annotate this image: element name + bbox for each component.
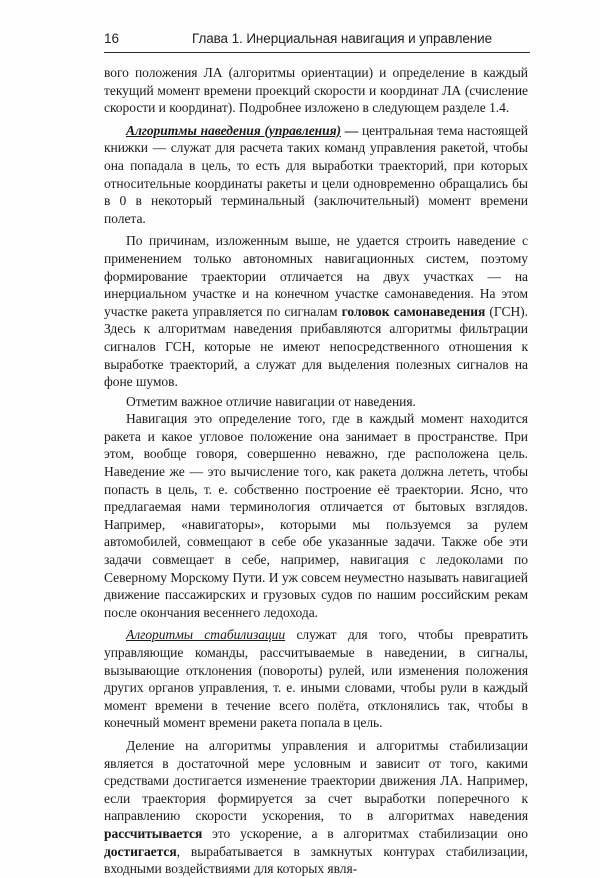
- paragraph: [104, 626, 528, 732]
- body-text: [104, 64, 528, 878]
- emphasis-word: достигается: [104, 843, 177, 859]
- paragraph-text: вого положения ЛА (алгоритмы ориентации) и определение в каждый текущий момент времени проекций скорости и координат ЛА (счисление скорости и координат). Подробнее изложено в следующем разделе 1.4.: [104, 65, 528, 116]
- paragraph-text: Отметим важное отличие навигации от наведения.: [126, 393, 416, 409]
- paragraph: [104, 64, 528, 117]
- paragraph-text: центральная тема настоящей книжки — служат для расчета таких команд управления ракетой, чтобы она попадала в цель, то есть для выработки траекторий, при которых относительные координаты ракеты и цели одновременно обращались бы в 0 в некоторый терминальный (заключительный) момент времени полета.: [104, 122, 528, 226]
- page-header: [104, 30, 528, 48]
- paragraph-text: По причинам, изложенным выше, не удается строить наведение с применением только автономных навигационных систем, поэтому формирование траектории отличается на двух участках — на инерциальном участке и на конечном участке самонаведения. На этом участке ракета управляется по сигналам: [104, 233, 528, 319]
- header-rule: [104, 52, 530, 53]
- term-homing-heads: головок самонаведения: [341, 303, 486, 319]
- page-number: 16: [104, 31, 120, 46]
- paragraph: [104, 232, 528, 390]
- paragraph: [104, 737, 528, 878]
- paragraph-text: служат для того, чтобы превратить управляющие команды, рассчитываемые в наведении, в сигналы, вызывающие отклонения (повороты) рулей, или изменения положения других органов управления, т. е. иными словами, чтобы рули в каждый момент времени в течение всего полёта, отклонялись так, чтобы в конечный момент времени ракета попала в цель.: [104, 627, 529, 731]
- paragraph-text: это ускорение, а в алгоритмах стабилизации оно: [202, 825, 528, 841]
- dash: —: [341, 122, 362, 138]
- paragraph: [104, 410, 528, 621]
- paragraph: [104, 122, 528, 228]
- term-stabilization-algorithms: Алгоритмы стабилизации: [126, 627, 286, 643]
- paragraph-text: Деление на алгоритмы управления и алгоритмы стабилизации является в достаточной мере условным и зависит от того, какими средствами достигается изменение траектории движения ЛА. Например, если траектория формируется за счет выработки поперечного к направлению скорости ускорения, то в алгоритмах наведения: [104, 737, 528, 824]
- paragraph-text: Навигация это определение того, где в каждый момент находится ракета и какое угловое положение она занимает в пространстве. При этом, вообще говоря, совершенно неважно, где расположена цель. Наведение же — это вычисление того, как ракета должна лететь, чтобы попасть в цель, т. е. собственно построение её траектории. Ясно, что предлагаемая нами терминология отличается от бытовых взглядов. Например, «навигаторы», которыми мы пользуемся за рулем автомобилей, совмещают в себе обе указанные задачи. Также обе эти задачи совмещает в себе, например, навигация с ледоколами по Северному Морскому Пути. И уж совсем неуместно называть навигацией движение пассажирских и грузовых судов по нашим российским рекам после окончания весеннего ледохода.: [104, 411, 528, 620]
- paragraph-text: , вырабатывается в замкнутых контурах стабилизации, входными воздействиями для которых явля-: [104, 843, 528, 877]
- paragraph: [104, 393, 528, 411]
- running-head: Глава 1. Инерциальная навигация и управление: [192, 31, 492, 46]
- paragraph-text: (ГСН). Здесь к алгоритмам наведения прибавляются алгоритмы фильтрации сигналов ГСН, которые не имеют непосредственного отношения к выработке траекторий, а служат для выделения полезных сигналов на фоне шумов.: [104, 303, 528, 390]
- term-guidance-algorithms: Алгоритмы наведения (управления): [126, 122, 342, 138]
- emphasis-word: рассчитывается: [104, 825, 203, 841]
